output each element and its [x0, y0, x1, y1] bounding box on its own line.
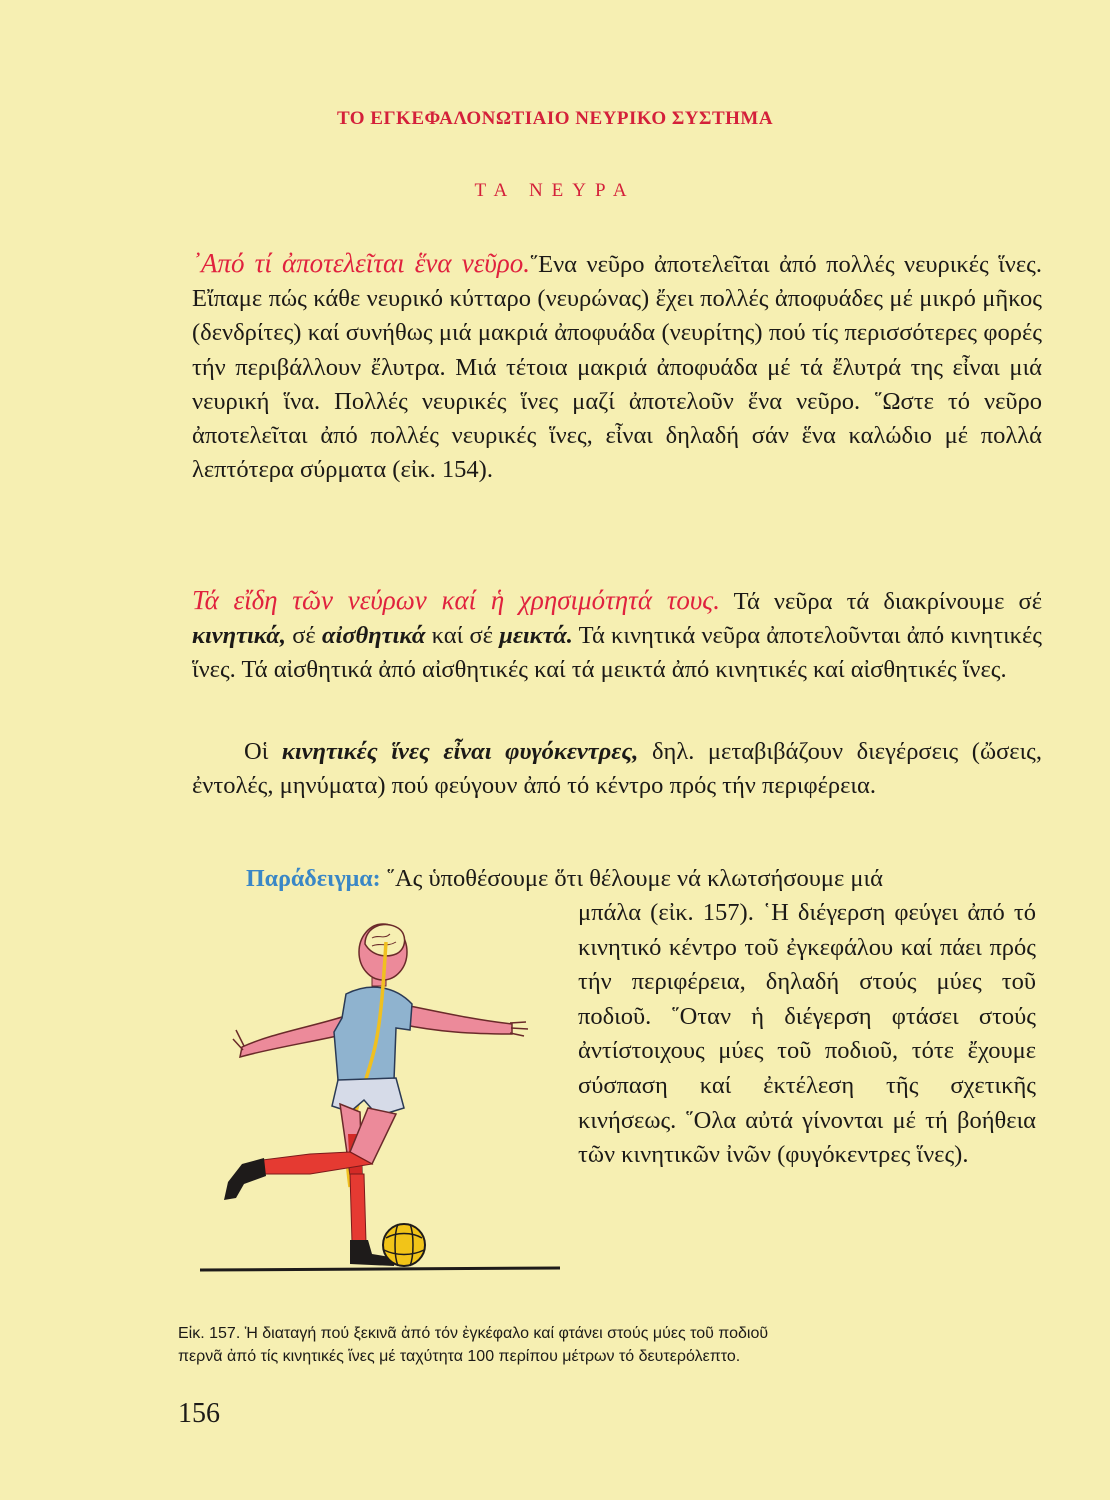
football-icon: [383, 1224, 425, 1266]
figure-football-player: [200, 912, 570, 1284]
term-centrifugal: κινητικές ἵνες εἶναι φυγόκεντρες,: [281, 738, 639, 765]
section-title: ΤΑ ΝΕΥΡΑ: [474, 180, 636, 201]
figure-caption: [178, 1322, 1040, 1368]
example-text: ῞Ας ὑποθέσουμε ὅτι θέλουμε νά κλωτσήσουμε μιά: [380, 865, 883, 892]
paragraph-text: Τά κινητικά νεῦρα ἀποτελοῦνται ἀπό κινητικές ἵνες. Τά αἰσθητικά ἀπό αἰσθητικές καί τά μεικτά ἀπό κινητικές καί αἰσθητικές ἵνες.: [192, 622, 1042, 684]
player-arm-left: [240, 1017, 346, 1057]
paragraph-text: δηλ. μεταβιβάζουν διεγέρσεις (ὤσεις, ἐντολές, μηνύματα) πού φεύγουν ἀπό τό κέντρο πρός τήν περιφέρεια.: [192, 738, 1042, 800]
paragraph-text: καί σέ: [425, 622, 500, 650]
paragraph-text: σέ: [285, 622, 322, 650]
running-head: ΤΟ ΕΓΚΕΦΑΛΟΝΩΤΙΑΙΟ ΝΕΥΡΙΚΟ ΣΥΣΤΗΜΑ: [336, 108, 774, 129]
example-first-line: [246, 862, 1036, 896]
term-motor: κινητικά,: [192, 622, 286, 650]
player-arm-right: [400, 1004, 512, 1034]
paragraph-text: ῞Ενα νεῦρο ἀποτελεῖται ἀπό πολλές νευρικές ἵνες. Εἴπαμε πώς κάθε νευρικό κύτταρο (νευρώνας) ἔχει πολλές ἀποφυάδες μέ μικρό μῆκος (δενδρίτες) καί συνήθως μιά μακριά ἀποφυάδα (νευρίτης) πού τίς περισσότερες φορές τήν περιβάλλουν ἔλυτρα. Μιά τέτοια μακριά ἀποφυάδα μέ τά ἔλυτρά της εἶναι μιά νευρική ἵνα. Πολλές νευρικές ἵνες μαζί ἀποτελοῦν ἕνα νεῦρο. ῞Ωστε τό νεῦρο ἀποτελεῖται ἀπό πολλές νευρικές ἵνες, εἶναι δηλαδή σάν ἕνα καλώδιο μέ πολλά λεπτότερα σύρματα (εἰκ. 154).: [192, 251, 1042, 484]
paragraph-text: Τά νεῦρα τά διακρίνουμε σέ: [720, 588, 1042, 615]
paragraph-nerve-types: [192, 583, 1042, 688]
paragraph-nerve-composition: [192, 246, 1042, 487]
player-shirt: [334, 987, 412, 1087]
example-continuation: μπάλα (εἰκ. 157). ῾Η διέγερση φεύγει ἀπό τό κινητικό κέντρο τοῦ ἐγκεφάλου καί πάει πρός τήν περιφέρεια, δηλαδή στούς μύες τοῦ ποδιοῦ. ῞Οταν ἡ διέγερση φτάσει στούς ἀντίστοιχους μύες τοῦ ποδιοῦ, τότε ἔχουμε σύσπαση καί ἐκτέλεση τῆς σχετικῆς κινήσεως. ῞Ολα αὐτά γίνονται μέ τή βοήθεια τῶν κινητικῶν ἰνῶν (φυγόκεντρες ἵνες).: [578, 899, 1036, 1169]
paragraph-lead: Τά εἴδη τῶν νεύρων καί ἡ χρησιμότητά τους.: [192, 585, 721, 615]
example-label: Παράδειγμα:: [246, 866, 381, 892]
caption-line-1: Εἰκ. 157. Ἡ διαταγή πού ξεκινᾶ ἀπό τόν ἐγκέφαλο καί φτάνει στούς μύες τοῦ ποδιοῦ: [178, 1325, 769, 1342]
paragraph-lead: ᾿Από τί ἀποτελεῖται ἕνα νεῦρο.: [192, 248, 530, 278]
term-sensory: αἰσθητικά: [321, 622, 426, 650]
term-mixed: μεικτά.: [499, 622, 573, 650]
paragraph-motor-fibers: [192, 735, 1042, 803]
player-boot-kicking: [224, 1158, 266, 1200]
ground-line: [200, 1268, 560, 1270]
player-sock-standing: [350, 1174, 366, 1242]
paragraph-text: Οἱ: [244, 738, 282, 765]
caption-line-2: περνᾶ ἀπό τίς κινητικές ἵνες μέ ταχύτητα 100 περίπου μέτρων τό δευτερόλεπτο.: [178, 1348, 741, 1365]
football-player-illustration: [200, 912, 570, 1284]
page-number: 156: [178, 1398, 220, 1429]
